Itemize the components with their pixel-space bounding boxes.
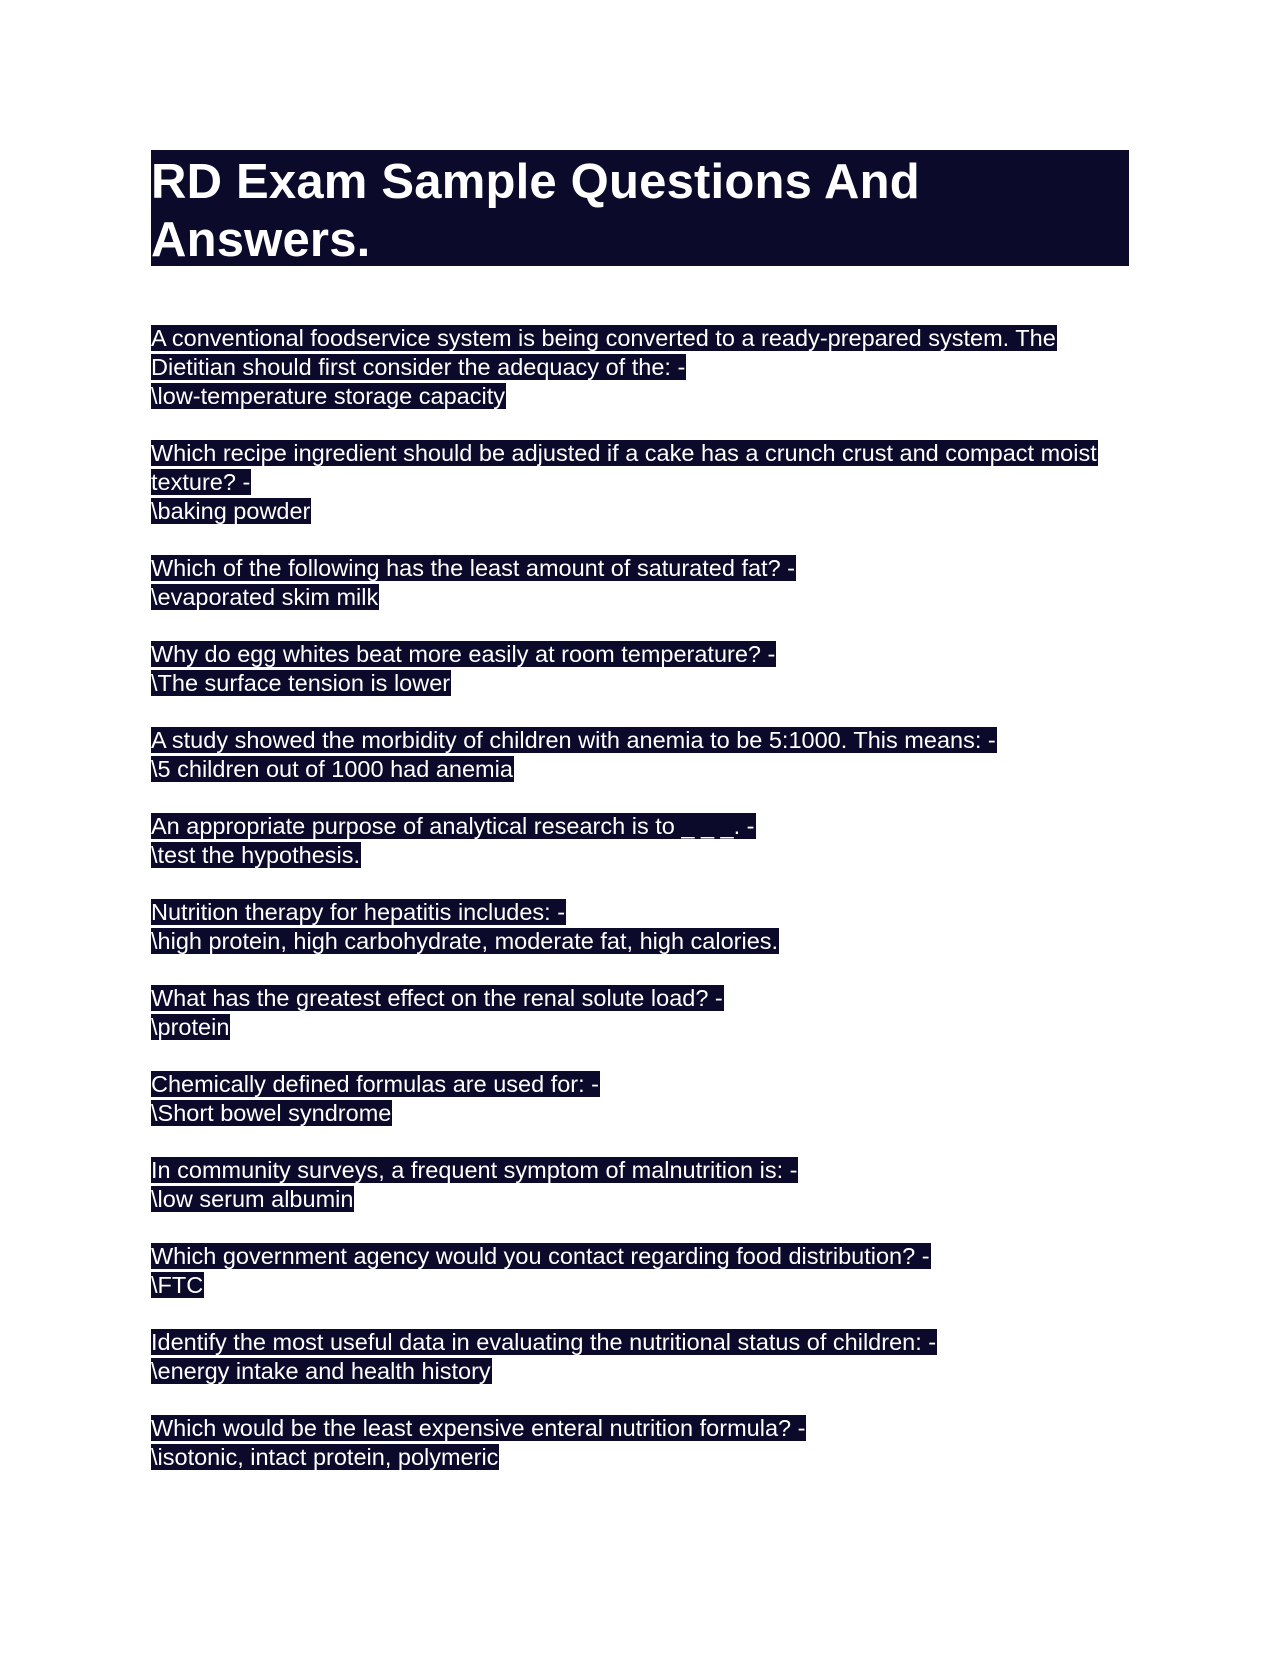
answer-text	[151, 1443, 1129, 1472]
answer-text	[151, 1271, 1129, 1300]
question-text	[151, 554, 1129, 583]
answer-text	[151, 1013, 1129, 1042]
answer-text	[151, 1357, 1129, 1386]
question-text	[151, 1328, 1129, 1357]
qa-item	[151, 439, 1129, 526]
qa-item	[151, 812, 1129, 870]
answer-highlight: \energy intake and health history	[151, 1358, 491, 1384]
question-text	[151, 640, 1129, 669]
answer-text	[151, 927, 1129, 956]
qa-list	[151, 324, 1129, 1472]
document-page	[151, 150, 1129, 1500]
answer-highlight: \Short bowel syndrome	[151, 1100, 392, 1126]
question-text	[151, 726, 1129, 755]
answer-highlight: \test the hypothesis.	[151, 842, 361, 868]
answer-text	[151, 382, 1129, 411]
question-highlight: Which government agency would you contact regarding food distribution? -	[151, 1243, 930, 1269]
answer-text	[151, 497, 1129, 526]
question-highlight: Why do egg whites beat more easily at room temperature? -	[151, 641, 776, 667]
question-highlight: A study showed the morbidity of children with anemia to be 5:1000. This means: -	[151, 727, 996, 753]
answer-highlight: \FTC	[151, 1272, 204, 1298]
answer-text	[151, 583, 1129, 612]
question-highlight: In community surveys, a frequent symptom of malnutrition is: -	[151, 1157, 798, 1183]
question-text	[151, 984, 1129, 1013]
question-highlight: Which of the following has the least amount of saturated fat? -	[151, 555, 796, 581]
question-highlight: Identify the most useful data in evaluating the nutritional status of children: -	[151, 1329, 937, 1355]
question-highlight: An appropriate purpose of analytical research is to _ _ _. -	[151, 813, 755, 839]
qa-item	[151, 1414, 1129, 1472]
answer-highlight: \high protein, high carbohydrate, moderate fat, high calories.	[151, 928, 779, 954]
question-highlight: Which would be the least expensive enteral nutrition formula? -	[151, 1415, 806, 1441]
title-banner	[151, 150, 1129, 266]
question-text	[151, 898, 1129, 927]
answer-text	[151, 841, 1129, 870]
qa-item	[151, 726, 1129, 784]
question-text	[151, 1242, 1129, 1271]
answer-highlight: \baking powder	[151, 498, 311, 524]
question-highlight: Nutrition therapy for hepatitis includes: -	[151, 899, 566, 925]
answer-highlight: \low serum albumin	[151, 1186, 354, 1212]
qa-item	[151, 554, 1129, 612]
qa-item	[151, 640, 1129, 698]
question-text	[151, 439, 1129, 497]
question-highlight: What has the greatest effect on the renal solute load? -	[151, 985, 723, 1011]
answer-text	[151, 669, 1129, 698]
question-highlight: A conventional foodservice system is being converted to a ready-prepared system. The Dietitian should first consider the adequacy of the: -	[151, 325, 1056, 380]
answer-highlight: \isotonic, intact protein, polymeric	[151, 1444, 499, 1470]
document-title: RD Exam Sample Questions And Answers.	[151, 155, 920, 267]
qa-item	[151, 984, 1129, 1042]
question-highlight: Chemically defined formulas are used for: -	[151, 1071, 600, 1097]
qa-item	[151, 1242, 1129, 1300]
answer-highlight: \The surface tension is lower	[151, 670, 451, 696]
answer-highlight: \protein	[151, 1014, 230, 1040]
answer-text	[151, 755, 1129, 784]
answer-highlight: \5 children out of 1000 had anemia	[151, 756, 513, 782]
answer-highlight: \low-temperature storage capacity	[151, 383, 505, 409]
qa-item	[151, 324, 1129, 411]
qa-item	[151, 1070, 1129, 1128]
question-highlight: Which recipe ingredient should be adjusted if a cake has a crunch crust and compact moist texture? -	[151, 440, 1097, 495]
answer-highlight: \evaporated skim milk	[151, 584, 379, 610]
qa-item	[151, 1328, 1129, 1386]
question-text	[151, 1156, 1129, 1185]
question-text	[151, 1070, 1129, 1099]
question-text	[151, 324, 1129, 382]
question-text	[151, 812, 1129, 841]
answer-text	[151, 1099, 1129, 1128]
question-text	[151, 1414, 1129, 1443]
qa-item	[151, 1156, 1129, 1214]
qa-item	[151, 898, 1129, 956]
answer-text	[151, 1185, 1129, 1214]
